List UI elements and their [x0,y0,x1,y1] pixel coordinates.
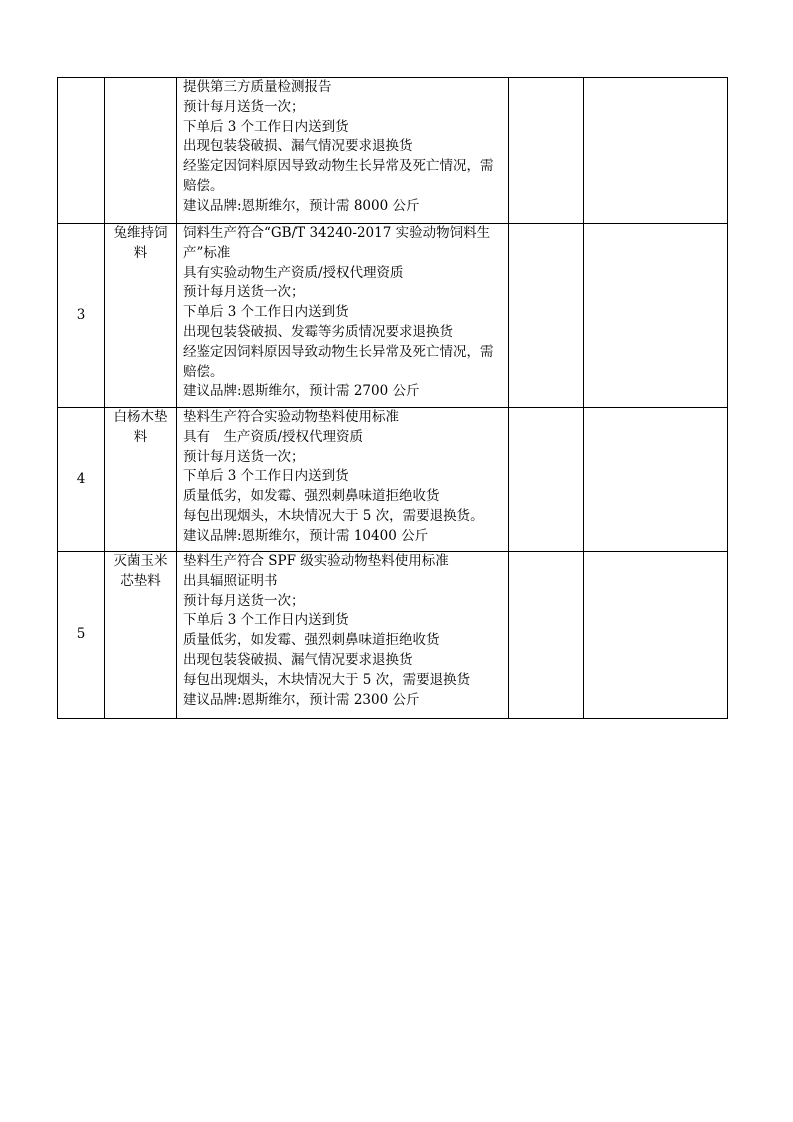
item-name [105,78,177,224]
item-number: 3 [58,224,105,408]
requirement-line: 出具辐照证明书 [183,572,278,589]
requirements-cell [177,552,509,719]
requirement-line: 质量低劣，如发霉、强烈刺鼻味道拒绝收货 [183,632,440,649]
requirement-line: 具有实验动物生产资质/授权代理资质 [183,264,404,281]
empty-cell-a [509,78,584,224]
requirement-line: 提供第三方质量检测报告 [183,79,332,95]
empty-cell-b [584,552,728,719]
requirement-line: 预计每月送货一次； [183,592,305,609]
requirement-line: 具有 生产资质/授权代理资质 [183,428,364,445]
requirement-line: 饲料生产符合“GB/T 34240-2017 实验动物饲料生产”标准 [183,225,491,261]
item-name: 兔维持饲料 [105,224,177,408]
requirement-line: 出现包装袋破损、漏气情况要求退换货 [183,651,413,668]
procurement-spec-table [57,77,728,719]
requirement-line: 下单后 3 个工作日内送到货 [183,118,349,135]
item-number [58,78,105,224]
requirement-line: 建议品牌:恩斯维尔，预计需 8000 公斤 [183,197,420,214]
requirement-line: 建议品牌:恩斯维尔，预计需 2300 公斤 [183,691,420,708]
requirement-line: 出现包装袋破损、漏气情况要求退换货 [183,138,413,155]
item-name: 灭菌玉米芯垫料 [105,552,177,719]
empty-cell-a [509,224,584,408]
requirement-line: 预计每月送货一次； [183,448,305,465]
item-number: 4 [58,408,105,552]
table-row [58,408,728,552]
requirements-cell [177,408,509,552]
requirement-line: 出现包装袋破损、发霉等劣质情况要求退换货 [183,323,453,340]
requirement-line: 下单后 3 个工作日内送到货 [183,612,349,629]
empty-cell-a [509,552,584,719]
requirement-line: 质量低劣，如发霉、强烈刺鼻味道拒绝收货 [183,488,440,505]
requirement-line: 每包出现烟头，木块情况大于 5 次，需要退换货。 [183,507,484,524]
table-row [58,224,728,408]
table-row [58,552,728,719]
empty-cell-b [584,408,728,552]
requirement-line: 预计每月送货一次； [183,284,305,301]
item-name: 白杨木垫料 [105,408,177,552]
requirement-line: 下单后 3 个工作日内送到货 [183,468,349,485]
requirement-line: 建议品牌:恩斯维尔，预计需 2700 公斤 [183,383,420,400]
empty-cell-a [509,408,584,552]
requirement-line: 经鉴定因饲料原因导致动物生长异常及死亡情况，需赔偿。 [183,343,494,380]
requirement-line: 建议品牌:恩斯维尔，预计需 10400 公斤 [183,527,429,544]
requirement-line: 垫料生产符合实验动物垫料使用标准 [183,409,399,425]
requirement-line: 垫料生产符合 SPF 级实验动物垫料使用标准 [183,553,449,569]
item-number: 5 [58,552,105,719]
empty-cell-b [584,224,728,408]
requirement-line: 每包出现烟头，木块情况大于 5 次，需要退换货 [183,671,471,688]
requirement-line: 预计每月送货一次； [183,98,305,115]
empty-cell-b [584,78,728,224]
requirement-line: 下单后 3 个工作日内送到货 [183,304,349,321]
table-row [58,78,728,224]
requirements-cell [177,224,509,408]
requirement-line: 经鉴定因饲料原因导致动物生长异常及死亡情况，需赔偿。 [183,158,494,194]
requirements-cell [177,78,509,224]
